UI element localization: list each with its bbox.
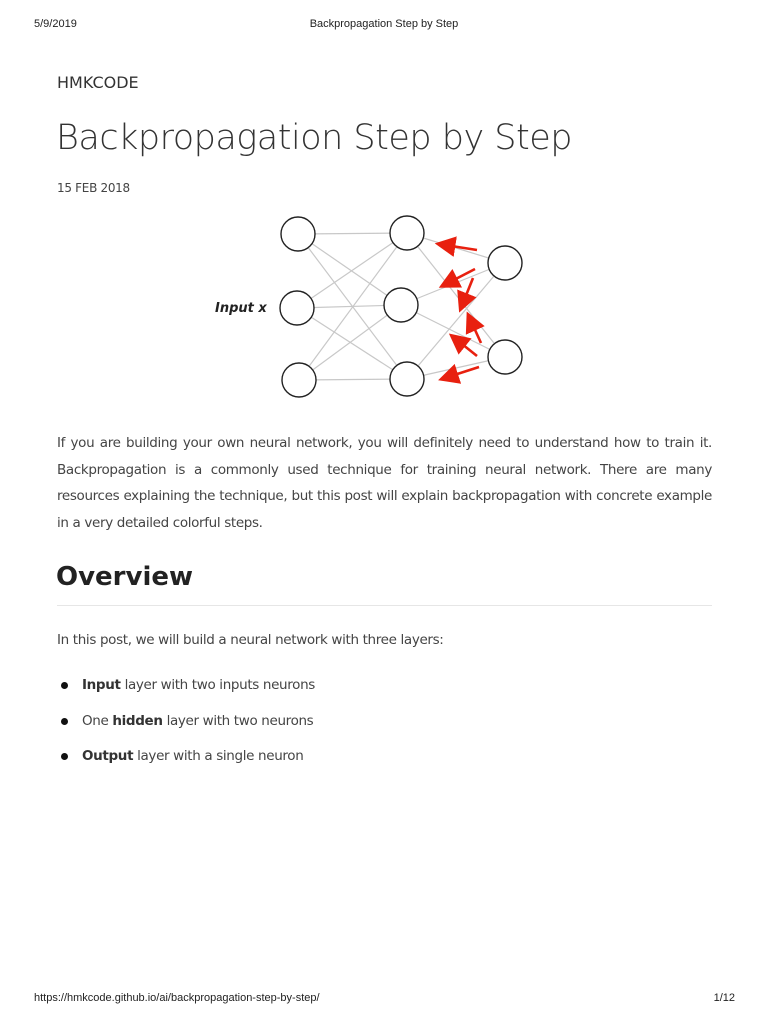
neuron-node (282, 363, 316, 397)
section-divider (57, 605, 712, 606)
connection-line (299, 305, 401, 380)
neuron-node (280, 291, 314, 325)
neuron-node (281, 217, 315, 251)
bullet-icon (61, 718, 68, 725)
neuron-node (390, 216, 424, 250)
neuron-node (384, 288, 418, 322)
overview-intro: In this post, we will build a neural network with three layers: (57, 632, 444, 648)
list-item: Output layer with a single neuron (57, 743, 315, 779)
bullet-icon (61, 753, 68, 760)
list-item: Input layer with two inputs neurons (57, 672, 315, 708)
neurons (280, 216, 522, 397)
print-footer (0, 992, 768, 1006)
backprop-arrow (463, 278, 473, 303)
print-date: 5/9/2019 (34, 18, 77, 30)
print-header (0, 18, 768, 32)
backprop-arrow (457, 340, 477, 356)
print-title: Backpropagation Step by Step (309, 18, 459, 30)
overview-heading: Overview (56, 562, 194, 592)
backprop-arrows (445, 245, 481, 377)
input-label: Input x (215, 301, 267, 316)
neuron-node (390, 362, 424, 396)
intro-paragraph: If you are building your own neural network, you will definitely need to understand how to train it. Backpropagation is a commonly used technique for training neural network. There are many resources explaining the technique, but this post will explain backpropagation with concrete example in a very detailed colorful steps. (57, 435, 712, 531)
site-name[interactable]: HMKCODE (57, 73, 139, 92)
connection-line (407, 233, 505, 357)
bullet-icon (61, 682, 68, 689)
neuron-node (488, 340, 522, 374)
connection-line (298, 234, 401, 305)
page-number: 1/12 (713, 992, 735, 1004)
network-figure (205, 205, 535, 405)
page-title: Backpropagation Step by Step (56, 118, 572, 158)
layer-list (57, 672, 315, 779)
print-url[interactable]: https://hmkcode.github.io/ai/backpropagation-step-by-step/ (34, 992, 320, 1004)
post-date: 15 FEB 2018 (57, 181, 130, 195)
neuron-node (488, 246, 522, 280)
list-item: One hidden layer with two neurons (57, 708, 315, 744)
network-diagram (205, 205, 535, 405)
